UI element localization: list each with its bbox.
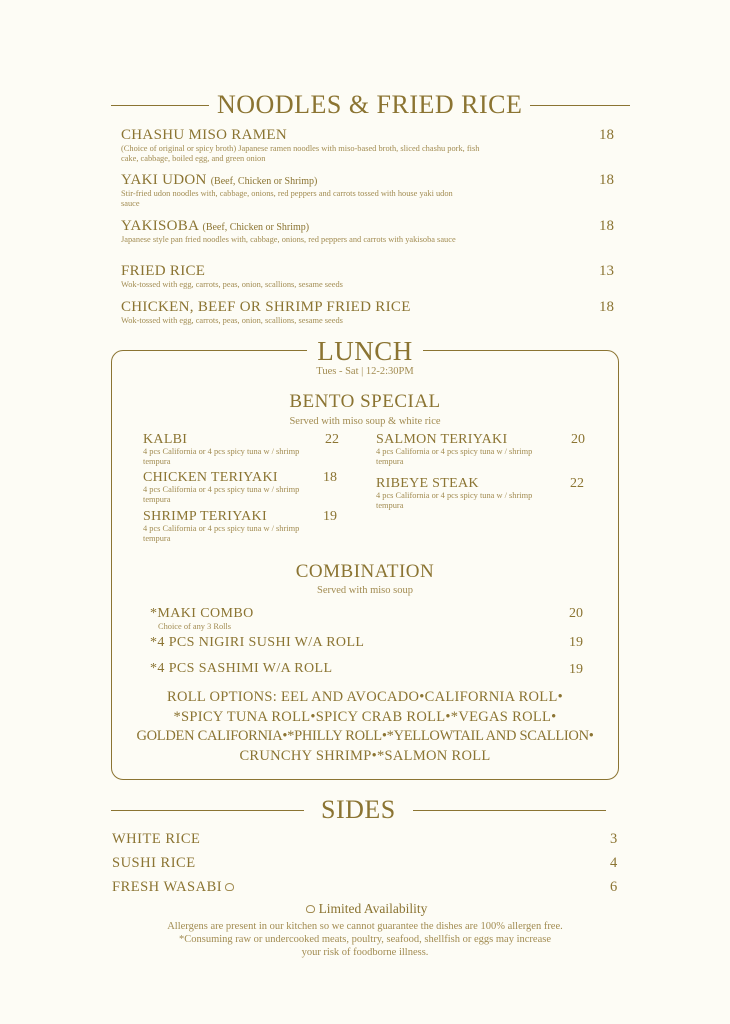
bento-item-chicken-teriyaki	[143, 470, 303, 504]
roll-options-line: ROLL OPTIONS: EEL AND AVOCADO•CALIFORNIA ROLL•	[167, 689, 563, 705]
item-desc: 4 pcs California or 4 pcs spicy tuna w / shrimp tempura	[376, 491, 533, 510]
item-price: 19	[569, 662, 583, 677]
lunch-title: LUNCH	[307, 336, 423, 366]
roll-options	[120, 688, 610, 766]
bento-item-kalbi	[143, 432, 303, 466]
sides-header	[0, 797, 730, 823]
side-item-price: 6	[610, 879, 618, 895]
item-name: *4 PCS SASHIMI W/A ROLL	[150, 661, 333, 676]
item-name: RIBEYE STEAK	[376, 476, 479, 491]
sides-title: SIDES	[321, 795, 396, 824]
item-name-text: YAKI UDON	[121, 172, 207, 188]
noodles-title: NOODLES & FRIED RICE	[217, 90, 523, 119]
raw-food-warning: *Consuming raw or undercooked meats, poultry, seafood, shellfish or eggs may increase	[179, 934, 551, 945]
item-desc: Choice of any 3 Rolls	[158, 622, 232, 631]
item-price: 20	[569, 606, 583, 621]
noodles-header	[0, 92, 730, 118]
side-item-price: 4	[610, 855, 618, 871]
header-rule-right	[530, 105, 630, 106]
item-price: 22	[325, 432, 339, 447]
side-item-price: 3	[610, 831, 618, 847]
item-note: (Beef, Chicken or Shrimp)	[210, 176, 318, 187]
header-rule-left	[111, 810, 304, 811]
roll-options-line: GOLDEN CALIFORNIA•*PHILLY ROLL•*YELLOWTAIL AND SCALLION•	[136, 728, 594, 744]
item-price: 19	[569, 635, 583, 650]
item-price: 19	[323, 509, 337, 524]
header-rule-left	[111, 105, 209, 106]
item-price: 18	[323, 470, 337, 485]
lunch-title-wrap	[0, 336, 730, 367]
item-desc: Japanese style pan fried noodles with, cabbage, onions, red peppers and carrots with yakisoba sauce	[121, 234, 456, 244]
roll-options-line: CRUNCHY SHRIMP•*SALMON ROLL	[239, 747, 491, 764]
menu-item-chashu-miso-ramen	[121, 127, 481, 164]
item-desc: Wok-tossed with egg, carrots, peas, onion, scallions, sesame seeds	[121, 315, 343, 325]
item-desc: Stir-fried udon noodles with, cabbage, onions, red peppers and carrots tossed with house yaki udon sauce	[121, 188, 453, 208]
header-rule-right	[413, 810, 606, 811]
menu-item-fried-rice	[121, 263, 521, 290]
side-item-name: WHITE RICE	[112, 831, 201, 847]
item-desc: 4 pcs California or 4 pcs spicy tuna w / shrimp tempura	[143, 485, 300, 504]
menu-item-protein-fried-rice	[121, 299, 521, 326]
item-name: CHICKEN TERIYAKI	[143, 470, 278, 485]
item-desc: 4 pcs California or 4 pcs spicy tuna w / shrimp tempura	[143, 447, 300, 466]
bento-item-ribeye-steak	[376, 476, 536, 510]
item-desc: 4 pcs California or 4 pcs spicy tuna w / shrimp tempura	[376, 447, 533, 466]
item-price: 20	[571, 432, 585, 447]
item-desc: Wok-tossed with egg, carrots, peas, onion, scallions, sesame seeds	[121, 279, 343, 289]
item-desc: 4 pcs California or 4 pcs spicy tuna w / shrimp tempura	[143, 524, 300, 543]
item-name: SALMON TERIYAKI	[376, 432, 508, 447]
raw-food-warning-cont: your risk of foodborne illness.	[301, 947, 429, 958]
bento-title: BENTO SPECIAL	[289, 391, 441, 412]
menu-item-yakisoba	[121, 218, 476, 245]
bento-subtitle: Served with miso soup & white rice	[289, 416, 441, 427]
allergen-notice: Allergens are present in our kitchen so we cannot guarantee the dishes are 100% allergen free.	[167, 921, 563, 932]
side-item-name: FRESH WASABI	[112, 879, 223, 895]
combo-item-sashimi	[150, 661, 332, 677]
limited-availability-icon	[225, 883, 234, 891]
combo-item-maki	[150, 606, 254, 632]
item-name: SHRIMP TERIYAKI	[143, 509, 267, 524]
roll-options-line: *SPICY TUNA ROLL•SPICY CRAB ROLL•*VEGAS ROLL•	[173, 708, 557, 725]
item-name: KALBI	[143, 432, 188, 447]
item-name: *4 PCS NIGIRI SUSHI W/A ROLL	[150, 635, 365, 650]
limited-availability-text: Limited Availability	[318, 901, 428, 916]
item-name: FRIED RICE	[121, 263, 206, 279]
item-name	[121, 218, 476, 235]
item-price: 22	[570, 476, 584, 491]
bento-item-salmon-teriyaki	[376, 432, 536, 466]
item-price: 13	[599, 263, 614, 279]
bento-item-shrimp-teriyaki	[143, 509, 303, 543]
item-name: CHICKEN, BEEF OR SHRIMP FRIED RICE	[121, 299, 411, 315]
combination-title: COMBINATION	[295, 561, 435, 582]
item-name-text: YAKISOBA	[121, 218, 199, 234]
lunch-hours: Tues - Sat | 12-2:30PM	[316, 366, 414, 377]
side-item-name: SUSHI RICE	[112, 855, 196, 871]
limited-availability-icon	[306, 905, 315, 913]
item-price: 18	[599, 218, 614, 234]
item-name: *MAKI COMBO	[150, 606, 254, 621]
item-price: 18	[599, 299, 614, 315]
limited-availability-note	[0, 901, 730, 917]
menu-item-yaki-udon	[121, 172, 471, 209]
item-note: (Beef, Chicken or Shrimp)	[202, 222, 310, 233]
item-desc: (Choice of original or spicy broth) Japanese ramen noodles with miso-based broth, sliced chashu pork, fish cake, cabbage, boiled egg, and green onion	[121, 143, 480, 163]
combination-subtitle: Served with miso soup	[317, 585, 413, 596]
item-name: CHASHU MISO RAMEN	[121, 127, 287, 143]
item-name	[121, 172, 471, 189]
combo-item-nigiri	[150, 635, 364, 651]
item-price: 18	[599, 127, 614, 143]
side-item-fresh-wasabi	[112, 879, 234, 896]
item-price: 18	[599, 172, 614, 188]
